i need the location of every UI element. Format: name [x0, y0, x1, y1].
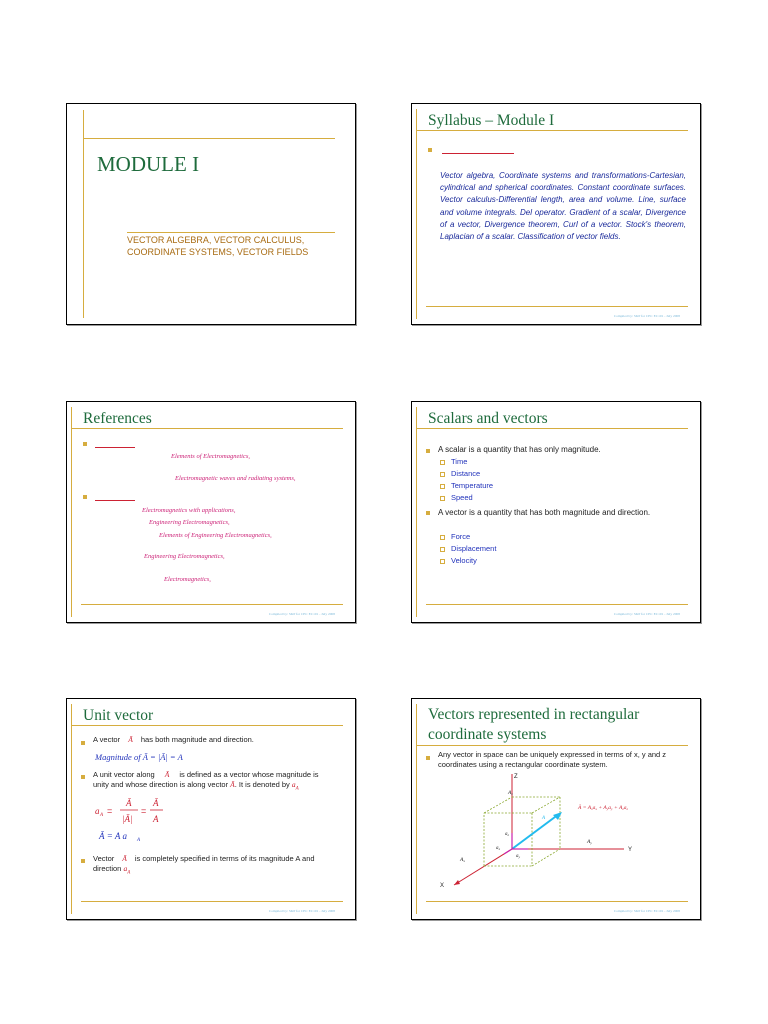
accent-line [83, 110, 84, 318]
unit-vector-formula [93, 795, 183, 845]
syllabus-text: Vector algebra, Coordinate systems and transformations-Cartesian, cylindrical and spherical coordinates. Constant coordinate surfaces. Vector calculus-Differential length, area and volume. Line, surface and volume integrals. Del operator. Gradient of a scalar, Divergence of a vector, Divergence theorem, Curl of a vector. Stock's theorem, Laplacian of a scalar. Classification of vector fields. [440, 171, 686, 242]
reference-item: Engineering Electromagnetics, [144, 553, 225, 560]
vector-example: Force [451, 532, 471, 541]
slide-references [66, 401, 356, 623]
scalar-example: Distance [451, 469, 481, 478]
vector-a-arrowhead [553, 812, 562, 820]
text-fragment: A vector [93, 735, 121, 744]
reference-item: Electromagnetics, [164, 576, 211, 583]
svg-text:Ā: Ā [153, 798, 159, 808]
magnitude-formula [95, 752, 183, 762]
bullet-icon [81, 859, 85, 863]
footer-text: Compiled by: SKP for CEC EC101 - July 2008 [268, 612, 335, 616]
reference-item: Electromagnetics with applications, [142, 507, 236, 514]
reference-item: Engineering Electromagnetics, [149, 519, 230, 526]
vector-example: Velocity [451, 556, 477, 565]
unit-vector-line1 [93, 735, 254, 744]
svg-text:=: = [107, 806, 113, 816]
accent-line [127, 232, 335, 233]
text-fragment: unity and whose direction is along vector [93, 780, 229, 789]
bullet-icon [83, 442, 87, 446]
axis-label-y: Y [628, 847, 633, 853]
accent-line [416, 407, 417, 617]
svg-text:A: A [100, 813, 104, 818]
svg-text:ax: $a_x$ [496, 846, 501, 851]
redacted-underline [95, 500, 135, 501]
slide-rectangular-coordinates [411, 698, 701, 920]
footer-line [81, 604, 343, 605]
svg-text:|Ā|: |Ā| [122, 814, 133, 824]
svg-text:A: A [153, 814, 159, 824]
text-fragment: Vector [93, 854, 115, 863]
svg-text:ay: $a_y$ [516, 854, 521, 859]
redacted-underline [95, 447, 135, 448]
accent-line [416, 745, 688, 746]
magnitude-label: Magnitude of [95, 752, 141, 762]
accent-line [416, 130, 688, 131]
slide-title: References [83, 410, 152, 427]
slide-title: Unit vector [83, 707, 154, 724]
vector-specification [93, 854, 343, 879]
footer-line [426, 604, 688, 605]
scalar-definition: A scalar is a quantity that has only magnitude. [438, 445, 601, 454]
footer-text: Compiled by: SKP for CEC EC101 - July 2008 [268, 909, 335, 913]
accent-line [416, 428, 688, 429]
footer-text: Compiled by: SKP for CEC EC101 - July 2008 [613, 909, 680, 913]
coordinate-diagram [432, 771, 692, 893]
footer-line [81, 901, 343, 902]
svg-text:Ay: Ay [587, 839, 592, 845]
text-fragment: is defined as a vector whose magnitude is [179, 770, 319, 779]
footer-text: Compiled by: SKP for CEC EC101 - July 2008 [613, 612, 680, 616]
vector-a-symbol: Ā [128, 735, 133, 744]
accent-line [71, 725, 343, 726]
bullet-icon [83, 495, 87, 499]
bullet-icon [81, 741, 85, 745]
svg-text:A: A [137, 838, 141, 843]
footer-line [426, 306, 688, 307]
vector-a-arrow [512, 814, 559, 849]
bullet-icon [81, 775, 85, 779]
text-fragment: A unit vector along [93, 770, 155, 779]
slide-title: Syllabus – Module I [428, 112, 555, 129]
unit-vector-symbol: $a_A$ [123, 864, 131, 876]
accent-line [71, 428, 343, 429]
module-subtitle-line1: VECTOR ALGEBRA, VECTOR CALCULUS, [127, 235, 305, 245]
slide-title: Scalars and vectors [428, 410, 548, 427]
accent-line [416, 109, 417, 319]
vector-definition: A vector is a quantity that has both magnitude and direction. [438, 508, 651, 517]
vector-a-symbol: Ā [122, 854, 127, 863]
svg-text:az: $a_z$ [505, 832, 509, 837]
module-title: MODULE I [97, 152, 200, 176]
svg-text:Ā = A a: Ā = A a [99, 831, 127, 841]
svg-text:Ā: Ā [126, 798, 132, 808]
svg-text:=: = [141, 806, 147, 816]
svg-text:a: a [95, 806, 100, 816]
accent-line [71, 704, 72, 914]
scalar-example: Time [451, 457, 468, 466]
projection-box [484, 797, 560, 866]
text-fragment: is completely specified in terms of its magnitude A and [134, 854, 315, 863]
reference-item: Elements of Engineering Electromagnetics, [159, 532, 272, 539]
accent-line [416, 704, 417, 914]
unit-vector-symbol: $a_A$ [291, 780, 299, 792]
axis-label-x: X [440, 883, 445, 889]
reference-item: Electromagnetic waves and radiating systems, [175, 475, 296, 482]
bullet-icon [428, 148, 432, 152]
unit-vector-definition [93, 770, 343, 795]
bullet-icon [426, 756, 430, 760]
rectangular-description: Any vector in space can be uniquely expressed in terms of x, y and z coordinates using a rectangular coordinate system. [438, 750, 667, 769]
module-subtitle-line2: COORDINATE SYSTEMS, VECTOR FIELDS [127, 247, 309, 257]
text-fragment: . It is denoted by [234, 780, 290, 789]
footer-line [426, 901, 688, 902]
redacted-underline [442, 153, 514, 154]
x-axis [454, 849, 512, 885]
accent-line [83, 138, 335, 139]
unit-vector-x [504, 849, 512, 854]
x-axis-arrowhead [454, 880, 460, 885]
bullet-icon [426, 511, 430, 515]
vector-a-symbol: Ā [164, 770, 170, 779]
axis-label-z: Z [514, 774, 518, 780]
text-fragment: has both magnitude and direction. [140, 735, 254, 744]
scalar-example: Speed [451, 493, 473, 502]
svg-text:Az: Az [508, 790, 513, 796]
text-fragment: direction [93, 864, 122, 873]
vector-a-symbol: Ā [230, 780, 235, 789]
svg-text:Ax: Ax [460, 857, 465, 863]
slide-scalars-vectors [411, 401, 701, 623]
scalar-example: Temperature [451, 481, 494, 490]
formula-expression: Ā = |Ā| = A [142, 752, 183, 762]
bullet-icon [426, 449, 430, 453]
slide-unit-vector [66, 698, 356, 920]
vector-equation: Ā = Axax + Ayay + Azaz [578, 805, 628, 811]
reference-item: Elements of Electromagnetics, [171, 453, 251, 460]
slide-module-title [66, 103, 356, 325]
svg-text:A: A [542, 816, 546, 821]
vector-example: Displacement [451, 544, 497, 553]
footer-text: Compiled by: SKP for CEC EC101 - July 2008 [613, 314, 680, 318]
slide-syllabus [411, 103, 701, 325]
accent-line [71, 407, 72, 617]
slide-title: Vectors represented in rectangular coordinate systems [428, 706, 640, 743]
